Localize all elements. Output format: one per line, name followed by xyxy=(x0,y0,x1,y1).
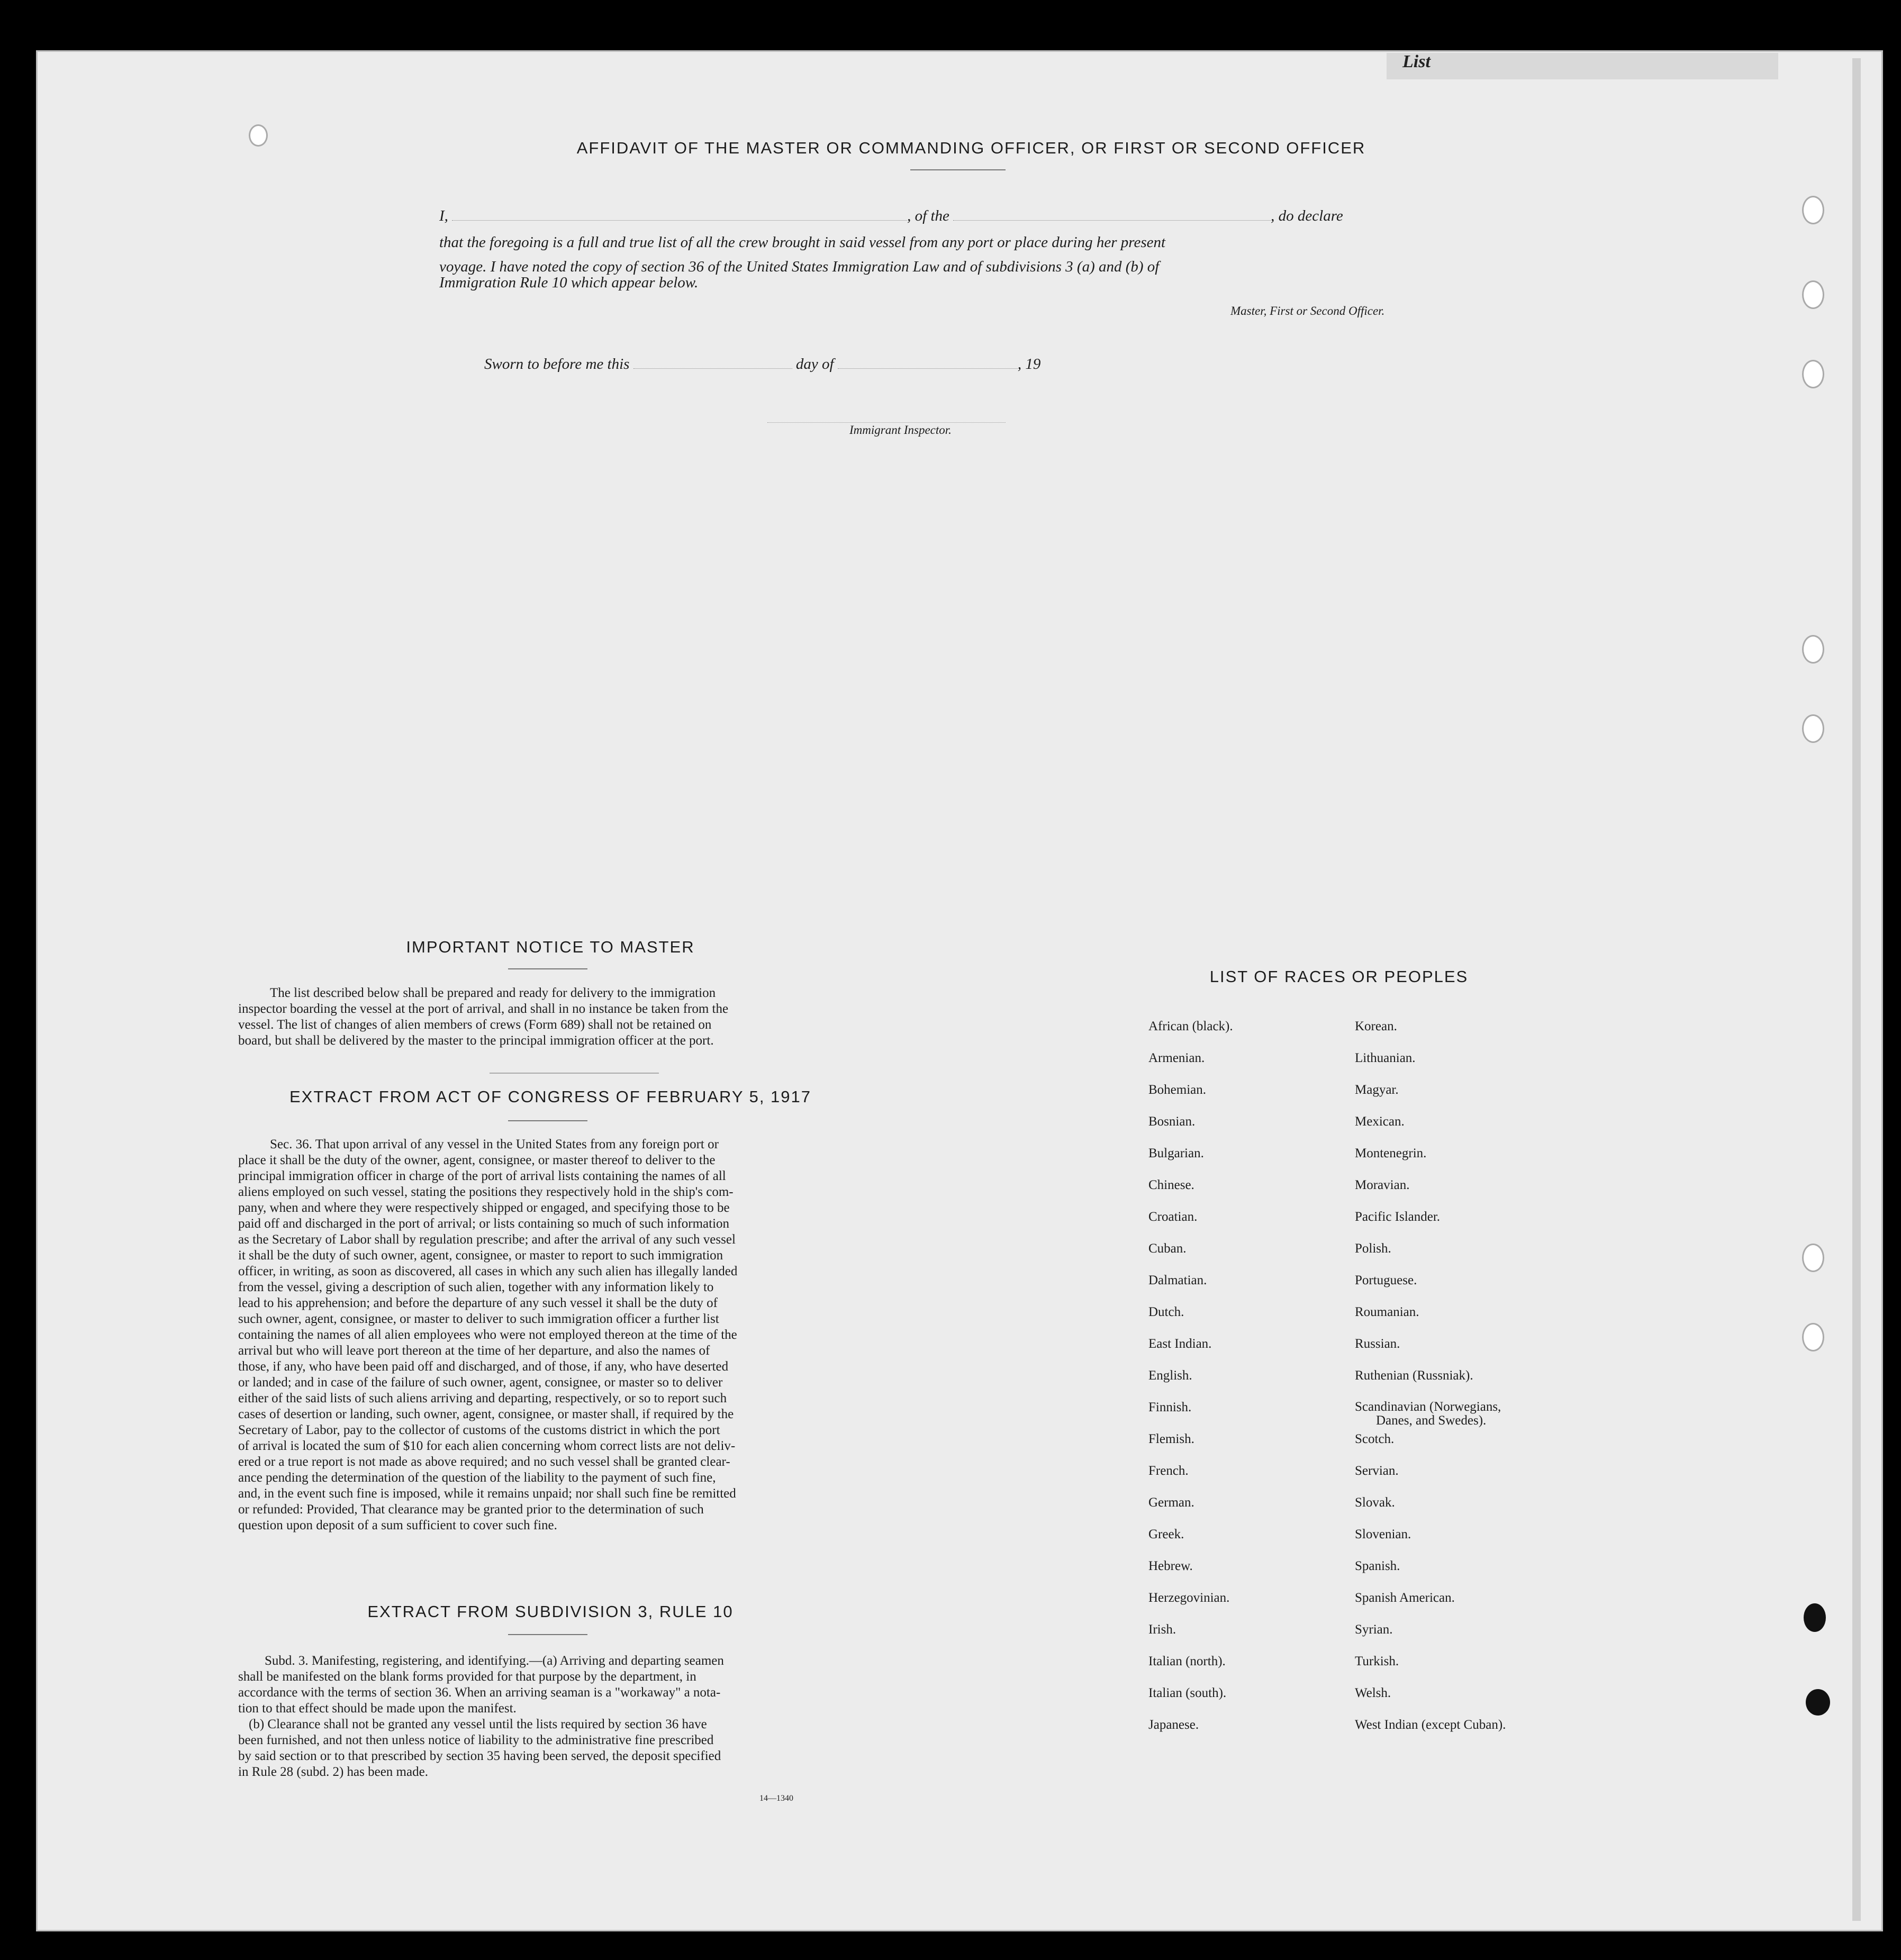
race-item: Magyar. xyxy=(1355,1083,1399,1097)
affidavit-line4: Immigration Rule 10 which appear below. xyxy=(439,274,699,291)
race-item: Welsh. xyxy=(1355,1686,1391,1700)
race-item xyxy=(1355,1400,1577,1432)
master-signature-label: Master, First or Second Officer. xyxy=(1230,304,1385,317)
divider xyxy=(508,968,587,969)
divider xyxy=(490,1073,659,1074)
act-line: question upon deposit of a sum sufficient to cover such fine. xyxy=(238,1518,557,1532)
extract-act-body xyxy=(238,1137,863,1533)
divider xyxy=(508,1120,587,1121)
affidavit-line2: that the foregoing is a full and true list of all the crew brought in said vessel from any port or place during her present xyxy=(439,234,1166,251)
act-line: ered or a true report is not made as above required; and no such vessel shall be granted clear- xyxy=(238,1455,730,1469)
race-item: Japanese. xyxy=(1148,1718,1199,1732)
act-line: aliens employed on such vessel, stating the positions they respectively hold in the ship's com- xyxy=(238,1185,734,1199)
races-title: LIST OF RACES OR PEOPLES xyxy=(1209,967,1469,986)
race-item: Dalmatian. xyxy=(1148,1273,1207,1287)
affidavit-line1 xyxy=(439,207,1466,229)
race-item: German. xyxy=(1148,1495,1194,1510)
race-item: Moravian. xyxy=(1355,1178,1410,1192)
act-line: lead to his apprehension; and before the departure of any such vessel it shall be the duty of xyxy=(238,1296,718,1310)
punch-hole xyxy=(1802,360,1824,388)
act-line: officer, in writing, as soon as discovered, all cases in which any such alien has illegally landed xyxy=(238,1264,738,1278)
extract-rule-body xyxy=(238,1653,863,1780)
punch-hole xyxy=(249,124,268,147)
race-item: Bosnian. xyxy=(1148,1114,1196,1129)
race-item: Flemish. xyxy=(1148,1432,1194,1446)
inspector-label: Immigrant Inspector. xyxy=(849,423,952,437)
race-item: Spanish. xyxy=(1355,1559,1400,1573)
race-item: Turkish. xyxy=(1355,1654,1399,1668)
act-line: paid off and discharged in the port of arrival; or lists containing so much of such information xyxy=(238,1217,730,1231)
race-item: Mexican. xyxy=(1355,1114,1405,1129)
notice-line: The list described below shall be prepared and ready for delivery to the immigration xyxy=(270,986,716,1000)
act-line: cases of desertion or landing, such owner, agent, consignee, or master shall, if required by the xyxy=(238,1407,734,1421)
race-item: Hebrew. xyxy=(1148,1559,1193,1573)
punch-hole xyxy=(1804,1603,1826,1632)
tab-label: List xyxy=(1402,52,1431,71)
race-item: English. xyxy=(1148,1368,1192,1383)
act-line: it shall be the duty of such owner, agent, consignee, or master to report to such immigration xyxy=(238,1248,723,1263)
divider xyxy=(508,1634,587,1635)
sworn-text: Sworn to before me this xyxy=(484,356,630,373)
rule-line: shall be manifested on the blank forms provided for that purpose by the department, in xyxy=(238,1669,696,1684)
race-item: Pacific Islander. xyxy=(1355,1210,1441,1224)
act-line: or landed; and in case of the failure of such owner, agent, consignee, or master so to deliver xyxy=(238,1375,723,1390)
affidavit-title: AFFIDAVIT OF THE MASTER OR COMMANDING OFFICER, OR FIRST OR SECOND OFFICER xyxy=(576,139,1366,157)
act-line: and, in the event such fine is imposed, while it remains unpaid; nor shall such fine be remitted xyxy=(238,1486,736,1501)
act-line: from the vessel, giving a description of such alien, together with any information likely to xyxy=(238,1280,714,1294)
race-item: Lithuanian. xyxy=(1355,1051,1416,1065)
act-line: principal immigration officer in charge of the port of arrival lists containing the names of all xyxy=(238,1169,726,1183)
month-blank[interactable] xyxy=(838,368,1018,369)
notice-title: IMPORTANT NOTICE TO MASTER xyxy=(406,938,695,956)
notice-line: inspector boarding the vessel at the port of arrival, and shall in no instance be taken from the xyxy=(238,1002,729,1016)
act-line: Secretary of Labor, pay to the collector of customs of the customs district in which the port xyxy=(238,1423,720,1437)
race-item: Montenegrin. xyxy=(1355,1146,1427,1160)
race-item: Syrian. xyxy=(1355,1622,1393,1637)
race-item: Bulgarian. xyxy=(1148,1146,1204,1160)
race-item: Polish. xyxy=(1355,1241,1391,1256)
notice-body xyxy=(238,985,863,1049)
race-item: Bohemian. xyxy=(1148,1083,1207,1097)
act-line: place it shall be the duty of the owner, agent, consignee, or master thereof to deliver to the xyxy=(238,1153,716,1167)
race-item: Slovenian. xyxy=(1355,1527,1411,1541)
race-item-text: Scandinavian (Norwegians, xyxy=(1355,1400,1501,1414)
race-item: Italian (north). xyxy=(1148,1654,1226,1668)
race-item: Roumanian. xyxy=(1355,1305,1419,1319)
divider xyxy=(910,169,1006,170)
inspector-signature-line[interactable] xyxy=(767,422,1006,423)
punch-hole xyxy=(1802,1323,1824,1351)
punch-hole xyxy=(1802,635,1824,664)
punch-hole xyxy=(1806,1689,1830,1716)
rule-line: (b) Clearance shall not be granted any vessel until the lists required by section 36 have xyxy=(249,1717,707,1731)
rule-line: by said section or to that prescribed by section 35 having been served, the deposit specified xyxy=(238,1749,721,1763)
act-line: as the Secretary of Labor shall by regulation prescribe; and after the arrival of any such vessel xyxy=(238,1232,736,1247)
affidavit-line3: voyage. I have noted the copy of section 36 of the United States Immigration Law and of subdivisions 3 (a) and (b) of xyxy=(439,258,1160,275)
race-item: Cuban. xyxy=(1148,1241,1187,1256)
vessel-blank[interactable] xyxy=(953,220,1271,221)
extract-act-title: EXTRACT FROM ACT OF CONGRESS OF FEBRUARY 5, 1917 xyxy=(289,1087,812,1106)
extract-rule-title: EXTRACT FROM SUBDIVISION 3, RULE 10 xyxy=(367,1602,734,1621)
affidavit-of-the: , of the xyxy=(907,207,949,224)
act-line: ance pending the determination of the question of the liability to the payment of such fine, xyxy=(238,1471,716,1485)
race-item: East Indian. xyxy=(1148,1337,1212,1351)
punch-hole xyxy=(1802,280,1824,309)
race-item: Herzegovinian. xyxy=(1148,1591,1230,1605)
race-item: Russian. xyxy=(1355,1337,1400,1351)
race-item: Croatian. xyxy=(1148,1210,1198,1224)
race-item: African (black). xyxy=(1148,1019,1233,1033)
rule-line: tion to that effect should be made upon the manifest. xyxy=(238,1701,517,1716)
year-text: , 19 xyxy=(1017,356,1041,373)
race-item: Ruthenian (Russniak). xyxy=(1355,1368,1473,1383)
act-line: such owner, agent, consignee, or master to deliver to such immigration officer a further list xyxy=(238,1312,719,1326)
notice-line: board, but shall be delivered by the master to the principal immigration officer at the port. xyxy=(238,1033,714,1048)
act-line: arrival but who will leave port thereon at the time of her departure, and also the names of xyxy=(238,1344,710,1358)
sworn-line xyxy=(484,356,1040,373)
rule-line: in Rule 28 (subd. 2) has been made. xyxy=(238,1765,428,1779)
race-item: Korean. xyxy=(1355,1019,1397,1033)
form-number: 14—1340 xyxy=(759,1794,793,1803)
race-item: Greek. xyxy=(1148,1527,1184,1541)
affidavit-do-declare: , do declare xyxy=(1271,207,1343,224)
act-line: those, if any, who have been paid off and discharged, and of those, if any, who have deserted xyxy=(238,1359,729,1374)
race-item: Spanish American. xyxy=(1355,1591,1455,1605)
punch-hole xyxy=(1802,1244,1824,1272)
race-item: Irish. xyxy=(1148,1622,1176,1637)
punch-hole xyxy=(1802,714,1824,743)
race-item: West Indian (except Cuban). xyxy=(1355,1718,1506,1732)
act-line: or refunded: Provided, That clearance may be granted prior to the determination of such xyxy=(238,1502,704,1517)
races-left-column xyxy=(1148,1019,1360,1749)
races-right-column xyxy=(1355,1019,1577,1749)
race-item: Portuguese. xyxy=(1355,1273,1417,1287)
sheet-edge xyxy=(1852,58,1861,1921)
act-line: Sec. 36. That upon arrival of any vessel in the United States from any foreign port or xyxy=(270,1137,719,1151)
folder-tab xyxy=(1387,53,1778,79)
act-line: either of the said lists of such aliens arriving and departing, respectively, or so to report such xyxy=(238,1391,727,1405)
race-item-continuation: Danes, and Swedes). xyxy=(1376,1413,1487,1428)
affidavit-i: I, xyxy=(439,207,448,224)
race-item: Dutch. xyxy=(1148,1305,1184,1319)
race-item: Chinese. xyxy=(1148,1178,1194,1192)
rule-line: Subd. 3. Manifesting, registering, and identifying.—(a) Arriving and departing seamen xyxy=(265,1654,724,1668)
act-line: containing the names of all alien employees who were not employed thereon at the time of the xyxy=(238,1328,737,1342)
race-item: French. xyxy=(1148,1464,1189,1478)
punch-hole xyxy=(1802,196,1824,224)
day-blank[interactable] xyxy=(633,368,792,369)
race-item: Italian (south). xyxy=(1148,1686,1227,1700)
race-item: Slovak. xyxy=(1355,1495,1395,1510)
race-item: Scotch. xyxy=(1355,1432,1395,1446)
notice-line: vessel. The list of changes of alien members of crews (Form 689) shall not be retained on xyxy=(238,1018,712,1032)
race-item: Finnish. xyxy=(1148,1400,1192,1414)
race-item: Armenian. xyxy=(1148,1051,1205,1065)
rule-line: accordance with the terms of section 36. When an arriving seaman is a "workaway" a nota- xyxy=(238,1685,721,1700)
name-blank[interactable] xyxy=(452,220,907,221)
act-line: of arrival is located the sum of $10 for each alien concerning whom correct lists are not deliv- xyxy=(238,1439,736,1453)
rule-line: been furnished, and not then unless notice of liability to the administrative fine prescribed xyxy=(238,1733,714,1747)
race-item: Servian. xyxy=(1355,1464,1399,1478)
day-of-text: day of xyxy=(795,356,834,373)
act-line: pany, when and where they were respectively shipped or engaged, and specifying those to be xyxy=(238,1201,730,1215)
